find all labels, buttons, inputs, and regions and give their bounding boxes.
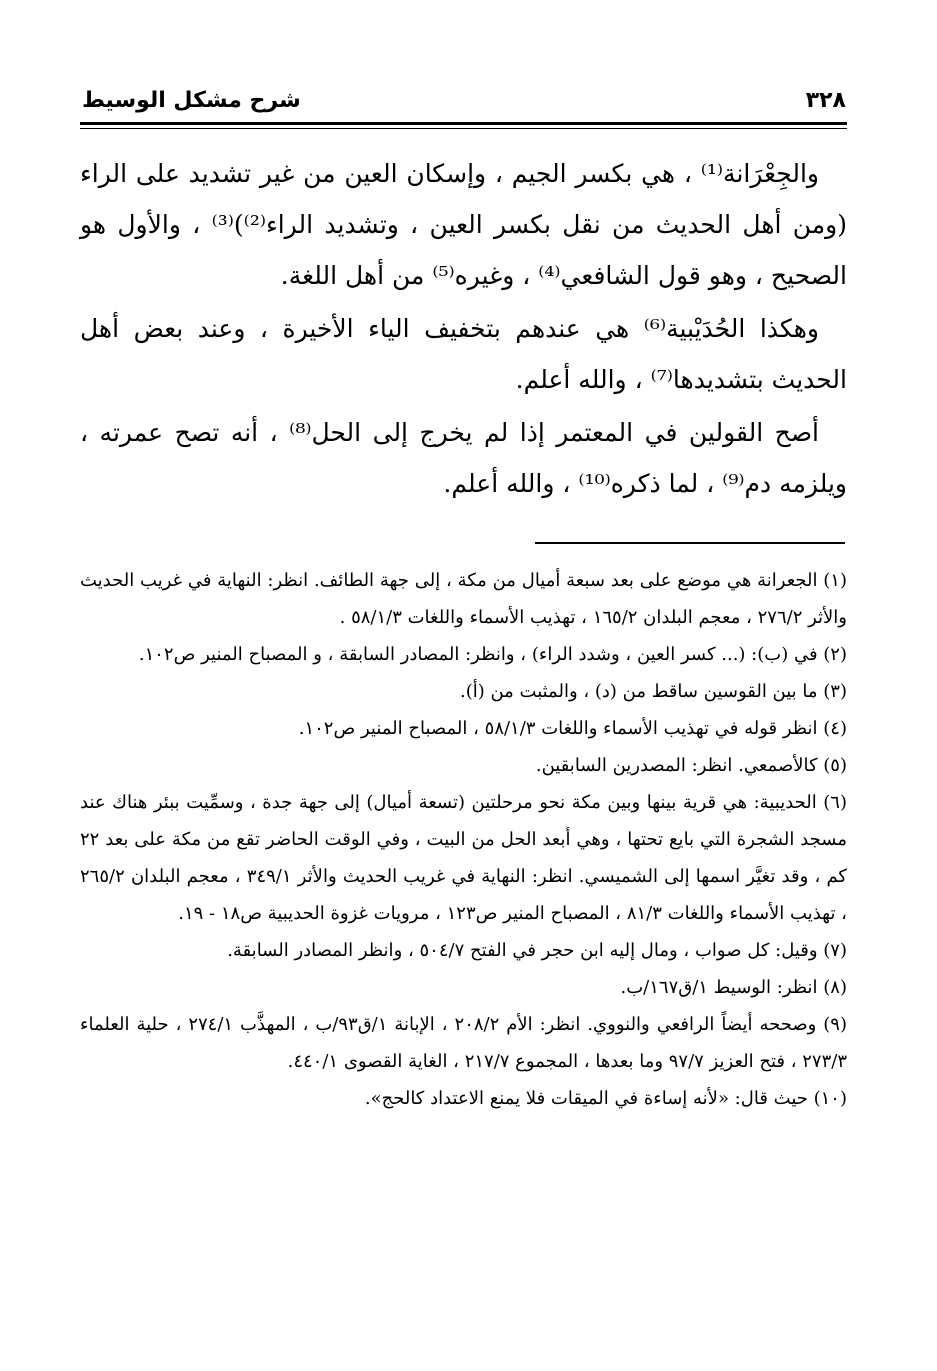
footnote: (٩) وصححه أيضاً الرافعي والنووي. انظر: الأم ٢٠٨/٢ ، الإبانة ١/ق٩٣/ب ، المهذَّب ٢٧٤/١ ، حلية العلماء ٢٧٣/٣ ، فتح العزيز ٩٧/٧ وما بعدها ، المجموع ٢١٧/٧ ، الغاية القصوى ٤٤٠/١. — [80, 1014, 847, 1072]
paragraph: والجِعْرَانة⁽¹⁾ ، هي بكسر الجيم ، وإسكان العين من غير تشديد على الراء (ومن أهل الحديث من نقل بكسر العين ، وتشديد الراء⁽²⁾)⁽³⁾ ، والأول هو الصحيح ، وهو قول الشافعي⁽⁴⁾ ، وغيره⁽⁵⁾ من أهل اللغة. — [80, 159, 848, 290]
header-rule-thick — [80, 122, 847, 125]
main-text — [80, 148, 847, 511]
footnote: (٥) كالأصمعي. انظر: المصدرين السابقين. — [535, 755, 847, 776]
footnote: (٢) في (ب): (... كسر العين ، وشدد الراء) ، وانظر: المصادر السابقة ، و المصباح المنير ص١٠٢. — [138, 644, 847, 665]
page-number: ٣٢٨ — [805, 88, 846, 113]
footnote: (١) الجعرانة هي موضع على بعد سبعة أميال من مكة ، إلى جهة الطائف. انظر: النهاية في غريب الحديث والأثر ٢٧٦/٢ ، معجم البلدان ١٦٥/٢ ، تهذيب الأسماء واللغات ٥٨/١/٣ . — [80, 570, 847, 628]
footnote: (٦) الحديبية: هي قرية بينها وبين مكة نحو مرحلتين (تسعة أميال) إلى جهة جدة ، وسمِّيت ببئر هناك عند مسجد الشجرة التي بايع تحتها ، وهي أبعد الحل من البيت ، وفي الوقت الحاضر تقع من مكة على بعد ٢٢ كم ، وقد تغيَّر اسمها إلى الشميسي. انظر: النهاية في غريب الحديث والأثر ٣٤٩/١ ، معجم البلدان ٢٦٥/٢ ، تهذيب الأسماء واللغات ٨١/٣ ، المصباح المنير ص١٢٣ ، مرويات غزوة الحديبية ص١٨ - ١٩. — [80, 792, 847, 924]
running-title: شرح مشكل الوسيط — [82, 88, 301, 113]
footnote: (٤) انظر قوله في تهذيب الأسماء واللغات ٥٨/١/٣ ، المصباح المنير ص١٠٢. — [298, 718, 847, 739]
footnotes — [80, 562, 847, 1117]
header-rule-thin — [80, 128, 847, 129]
paragraph: أصح القولين في المعتمر إذا لم يخرج إلى الحل⁽⁸⁾ ، أنه تصح عمرته ، ويلزمه دم⁽⁹⁾ ، لما ذكره⁽¹⁰⁾ ، والله أعلم. — [80, 418, 847, 498]
paragraph: وهكذا الحُدَيْبية⁽⁶⁾ هي عندهم بتخفيف الياء الأخيرة ، وعند بعض أهل الحديث بتشديدها⁽⁷⁾ ، والله أعلم. — [80, 314, 847, 394]
footnote: (٨) انظر: الوسيط ١/ق١٦٧/ب. — [620, 977, 847, 998]
footnote-separator — [535, 542, 845, 544]
footnote: (١٠) حيث قال: «لأنه إساءة في الميقات فلا يمنع الاعتداد كالحج». — [364, 1088, 847, 1109]
footnote: (٣) ما بين القوسين ساقط من (د) ، والمثبت من (أ). — [459, 681, 847, 702]
page-header — [82, 88, 846, 118]
footnote: (٧) وقيل: كل صواب ، ومال إليه ابن حجر في الفتح ٥٠٤/٧ ، وانظر المصادر السابقة. — [227, 940, 847, 961]
